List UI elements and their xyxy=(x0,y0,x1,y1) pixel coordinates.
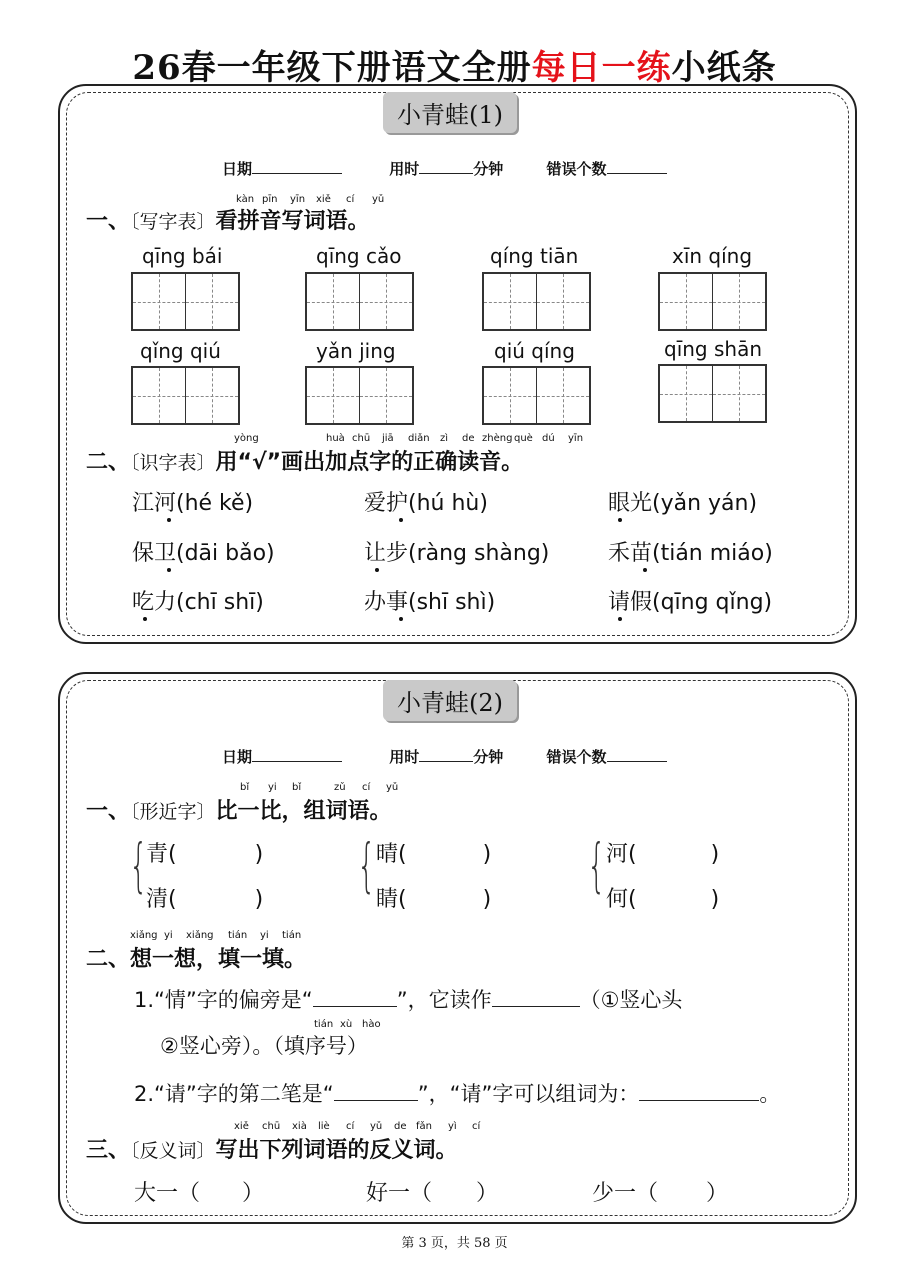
pinyin-annotation: cí xyxy=(472,1121,481,1132)
pinyin-annotation: tián xyxy=(314,1019,334,1030)
brace-icon: { xyxy=(587,831,606,899)
brace-icon: { xyxy=(357,831,376,899)
pinyin-annotation: bǐ xyxy=(292,782,302,793)
emphasis-dot xyxy=(643,568,647,572)
writing-grid[interactable] xyxy=(482,366,591,425)
reading-choice-item[interactable]: 爱护(hú hù) xyxy=(364,491,488,516)
pinyin-annotation: fǎn xyxy=(416,1121,432,1132)
pinyin-annotation: tián xyxy=(282,930,302,941)
pinyin-annotation: pīn xyxy=(262,194,278,205)
pinyin-annotation: yǔ xyxy=(370,1121,383,1132)
reading-choice-item[interactable]: 吃力(chī shī) xyxy=(132,590,264,615)
pinyin-annotation: yi xyxy=(164,930,173,941)
reading-choice-item[interactable]: 让步(ràng shàng) xyxy=(364,541,550,566)
question-1-line-1: 1.“情”字的偏旁是“ ”，它读作 （①竖心头 xyxy=(134,988,683,1012)
pinyin-annotation: cí xyxy=(346,1121,355,1132)
pinyin-annotation: xiě xyxy=(316,194,331,205)
similar-char-item[interactable]: 晴( ) xyxy=(376,842,492,867)
pinyin-annotation: cí xyxy=(362,782,371,793)
pinyin-annotation: jiā xyxy=(382,433,394,444)
writing-grid[interactable] xyxy=(305,272,414,331)
pinyin-annotation: de xyxy=(394,1121,407,1132)
pinyin-annotation: bǐ xyxy=(240,782,250,793)
similar-char-item[interactable]: 河( ) xyxy=(606,842,720,867)
pinyin-annotation: yì xyxy=(448,1121,457,1132)
emphasis-dot xyxy=(167,518,171,522)
writing-grid[interactable] xyxy=(482,272,591,331)
pinyin-annotation: huà xyxy=(326,433,345,444)
pinyin-annotation: dú xyxy=(542,433,555,444)
question-1-line-2: ②竖心旁）。（填序号） xyxy=(160,1034,368,1058)
pinyin-annotation: xiě xyxy=(234,1121,249,1132)
pinyin-annotation: zhèng xyxy=(482,433,513,444)
section-2-heading: 二、想一想，填一填。 xyxy=(86,947,307,972)
antonym-item[interactable]: 少一（ ） xyxy=(592,1181,729,1206)
similar-char-item[interactable]: 青( ) xyxy=(146,842,264,867)
writing-grid[interactable] xyxy=(131,366,240,425)
emphasis-dot xyxy=(399,518,403,522)
pinyin-prompt: qǐng qiú xyxy=(140,339,221,363)
emphasis-dot xyxy=(399,617,403,621)
emphasis-dot xyxy=(618,617,622,621)
meta-row-2: 日期 用时 分钟 错误个数 xyxy=(222,746,667,767)
reading-choice-item[interactable]: 请假(qīng qǐng) xyxy=(608,590,773,615)
antonym-item[interactable]: 好一（ ） xyxy=(366,1181,499,1206)
pinyin-annotation: xù xyxy=(340,1019,353,1030)
page-title: 26春一年级下册语文全册每日一练小纸条 xyxy=(132,48,777,88)
pinyin-annotation: zǔ xyxy=(334,782,346,793)
pinyin-prompt: qíng tiān xyxy=(490,244,579,268)
similar-char-item[interactable]: 何( ) xyxy=(606,887,720,912)
antonym-item[interactable]: 大一（ ） xyxy=(134,1181,265,1206)
page-number: 第 3 页，共 58 页 xyxy=(401,1236,508,1251)
pinyin-prompt: qiú qíng xyxy=(494,339,575,363)
reading-choice-item[interactable]: 禾苗(tián miáo) xyxy=(608,541,773,566)
emphasis-dot xyxy=(167,568,171,572)
section-3-heading: 三、〔反义词〕写出下列词语的反义词。 xyxy=(86,1138,458,1163)
reading-choice-item[interactable]: 保卫(dāi bǎo) xyxy=(132,541,275,566)
section-1-heading: 一、〔形近字〕比一比，组词语。 xyxy=(86,799,392,824)
section-2-heading: 二、〔识字表〕用“√”画出加点字的正确读音。 xyxy=(86,450,524,475)
meta-row-1: 日期 用时 分钟 错误个数 xyxy=(222,158,667,179)
section-1-heading: 一、〔写字表〕看拼音写词语。 xyxy=(86,209,370,234)
pinyin-prompt: yǎn jing xyxy=(316,339,396,363)
pinyin-annotation: tián xyxy=(228,930,248,941)
reading-choice-item[interactable]: 江河(hé kě) xyxy=(132,491,254,516)
pinyin-prompt: qīng bái xyxy=(142,244,223,268)
pinyin-annotation: xià xyxy=(292,1121,307,1132)
writing-grid[interactable] xyxy=(131,272,240,331)
pinyin-prompt: xīn qíng xyxy=(672,244,753,268)
pinyin-prompt: qīng shān xyxy=(664,337,763,361)
pinyin-annotation: yīn xyxy=(290,194,306,205)
reading-choice-item[interactable]: 办事(shī shì) xyxy=(364,590,496,615)
question-2: 2.“请”字的第二笔是“ ”，“请”字可以组词为： 。 xyxy=(134,1082,781,1106)
lesson-tag-2: 小青蛙(2) xyxy=(383,680,517,721)
pinyin-annotation: diǎn xyxy=(408,433,430,444)
pinyin-annotation: xiǎng xyxy=(186,930,214,941)
pinyin-annotation: liè xyxy=(318,1121,330,1132)
writing-grid[interactable] xyxy=(658,272,767,331)
similar-char-item[interactable]: 睛( ) xyxy=(376,887,492,912)
pinyin-annotation: chū xyxy=(352,433,371,444)
pinyin-annotation: yòng xyxy=(234,433,259,444)
pinyin-annotation: yi xyxy=(260,930,269,941)
pinyin-annotation: què xyxy=(514,433,533,444)
brace-icon: { xyxy=(129,831,148,899)
emphasis-dot xyxy=(375,568,379,572)
pinyin-annotation: chū xyxy=(262,1121,281,1132)
writing-grid[interactable] xyxy=(658,364,767,423)
similar-char-item[interactable]: 清( ) xyxy=(146,887,264,912)
pinyin-annotation: yǔ xyxy=(372,194,385,205)
pinyin-annotation: cí xyxy=(346,194,355,205)
pinyin-annotation: hào xyxy=(362,1019,381,1030)
lesson-tag-1: 小青蛙(1) xyxy=(383,92,517,133)
pinyin-annotation: xiǎng xyxy=(130,930,158,941)
pinyin-annotation: zì xyxy=(440,433,449,444)
emphasis-dot xyxy=(143,617,147,621)
pinyin-annotation: yīn xyxy=(568,433,584,444)
pinyin-annotation: yǔ xyxy=(386,782,399,793)
pinyin-annotation: de xyxy=(462,433,475,444)
reading-choice-item[interactable]: 眼光(yǎn yán) xyxy=(608,491,758,516)
pinyin-prompt: qīng cǎo xyxy=(316,244,402,268)
emphasis-dot xyxy=(618,518,622,522)
pinyin-annotation: yi xyxy=(268,782,277,793)
pinyin-annotation: kàn xyxy=(236,194,255,205)
writing-grid[interactable] xyxy=(305,366,414,425)
